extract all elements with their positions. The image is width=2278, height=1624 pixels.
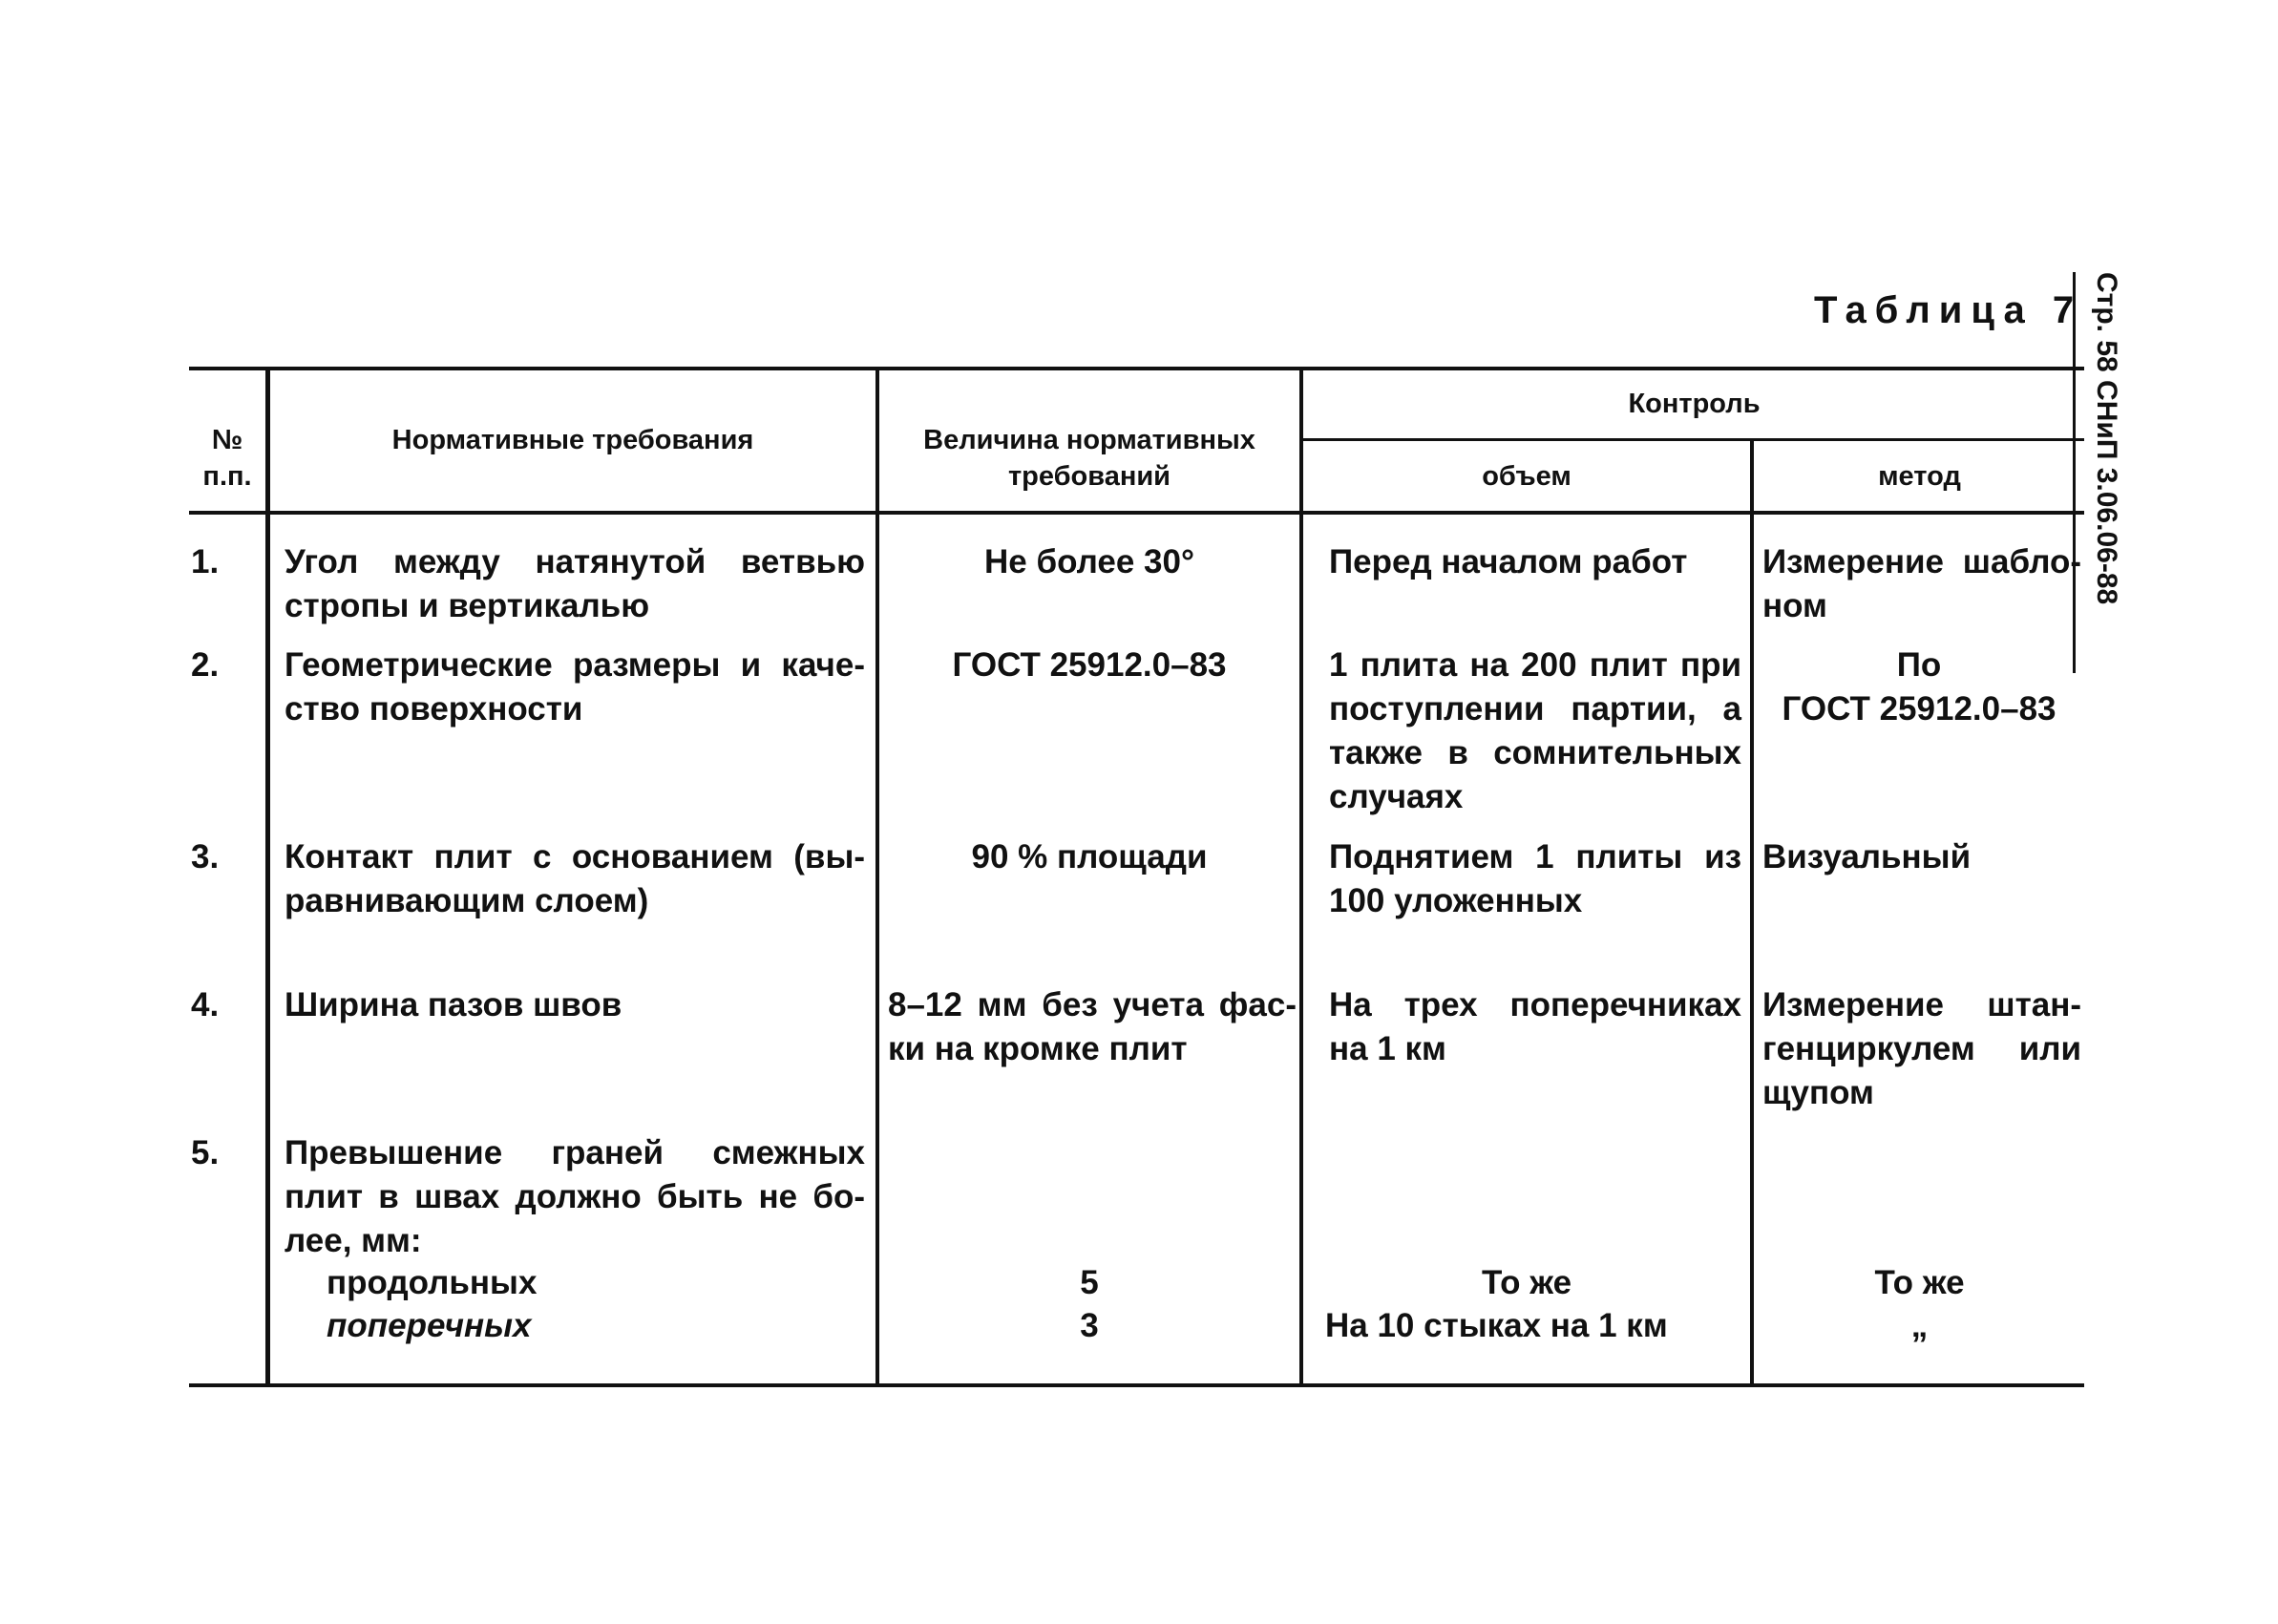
row-4-volume-line-1: На трех поперечниках xyxy=(1329,986,1741,1023)
row-5-sub-2-volume: На 10 стыках на 1 км xyxy=(1325,1307,1668,1344)
row-1-method-line-1: Измерение шабло- xyxy=(1762,543,2081,580)
row-5-sub-1-method: То же xyxy=(1874,1264,1965,1301)
row-5-sub-1-volume: То же xyxy=(1481,1264,1572,1301)
row-4-method xyxy=(1762,983,2081,1115)
row-2-requirement xyxy=(285,643,865,731)
side-page-note: Стр. 58 СНиП 3.06.06-88 xyxy=(2073,272,2129,673)
row-5-req-line-2: плит в швах должно быть не бо- xyxy=(285,1178,865,1215)
row-4-value-line-1: 8–12 мм без учета фас- xyxy=(888,986,1297,1023)
row-4-value xyxy=(888,983,1297,1071)
row-4-num: 4. xyxy=(191,986,220,1023)
row-2-volume-line-4: случаях xyxy=(1329,778,1464,815)
row-2-method-line-2: ГОСТ 25912.0–83 xyxy=(1782,690,2057,728)
table-title: Таблица 7 xyxy=(1814,289,2083,331)
row-2-req-line-2: ство поверхности xyxy=(285,690,583,728)
row-3-volume xyxy=(1329,835,1741,923)
row-1-volume: Перед началом работ xyxy=(1329,543,1688,580)
row-4-requirement: Ширина пазов швов xyxy=(285,986,622,1023)
header-value-line-2: требований xyxy=(1007,461,1171,492)
row-4-method-line-1: Измерение штан- xyxy=(1762,986,2081,1023)
row-4-volume-line-2: на 1 км xyxy=(1329,1030,1446,1067)
row-3-requirement xyxy=(285,835,865,923)
row-2-req-line-1: Геометрические размеры и каче- xyxy=(285,646,865,684)
row-4-value-line-2: ки на кромке плит xyxy=(888,1030,1188,1067)
row-3-req-line-1: Контакт плит с основанием (вы- xyxy=(285,838,865,875)
row-5-req-line-1: Превышение граней смежных xyxy=(285,1134,865,1171)
row-3-req-line-2: равнивающим слоем) xyxy=(285,882,649,919)
row-4-method-line-2: генциркулем или xyxy=(1762,1030,2081,1067)
header-volume: объем xyxy=(1482,461,1571,492)
row-1-method-line-2: ном xyxy=(1762,587,1827,624)
row-1-requirement xyxy=(285,540,865,628)
row-5-requirement xyxy=(285,1131,865,1263)
header-num-line-2: п.п. xyxy=(202,461,252,492)
header-control: Контроль xyxy=(1628,389,1761,419)
row-1-num: 1. xyxy=(191,543,220,580)
header-bottom-rule xyxy=(189,511,2084,515)
row-2-num: 2. xyxy=(191,646,220,684)
header-method: метод xyxy=(1878,461,1961,492)
row-2-volume-line-1: 1 плита на 200 плит при xyxy=(1329,646,1741,684)
row-5-num: 5. xyxy=(191,1134,220,1171)
row-1-req-line-1: Угол между натянутой ветвью xyxy=(285,543,865,580)
row-2-volume-line-2: поступлении партии, а xyxy=(1329,690,1741,728)
row-2-value: ГОСТ 25912.0–83 xyxy=(952,646,1227,684)
row-1-method xyxy=(1762,540,2081,628)
row-3-volume-line-2: 100 уложенных xyxy=(1329,882,1583,919)
control-subheader-rule xyxy=(1302,438,2084,441)
row-2-volume-line-3: также в сомнительных xyxy=(1329,734,1741,771)
table-bottom-rule xyxy=(189,1383,2084,1387)
row-2-method xyxy=(1757,643,2081,731)
row-5-sub-1-label: продольных xyxy=(327,1264,538,1301)
row-5-sub-2-label: поперечных xyxy=(327,1307,532,1344)
header-value xyxy=(880,422,1298,495)
col-divider-3 xyxy=(1299,370,1303,1385)
row-3-value: 90 % площади xyxy=(971,838,1208,875)
row-5-req-line-3: лее, мм: xyxy=(285,1222,422,1259)
row-5-sub-2-method: „ xyxy=(1910,1307,1929,1344)
row-4-method-line-3: щупом xyxy=(1762,1074,1874,1111)
col-divider-1 xyxy=(265,370,270,1385)
row-1-req-line-2: стропы и вертикалью xyxy=(285,587,650,624)
row-2-method-line-1: По xyxy=(1896,646,1942,684)
row-3-method: Визуальный xyxy=(1762,838,1972,875)
header-num xyxy=(191,422,264,495)
row-3-num: 3. xyxy=(191,838,220,875)
row-4-volume xyxy=(1329,983,1741,1071)
col-divider-4 xyxy=(1750,439,1754,1385)
row-2-volume xyxy=(1329,643,1741,819)
col-divider-2 xyxy=(875,370,879,1385)
header-requirements: Нормативные требования xyxy=(391,425,754,455)
header-num-line-1: № xyxy=(211,425,243,455)
table-top-rule xyxy=(189,367,2084,370)
row-1-value: Не более 30° xyxy=(984,543,1194,580)
row-3-volume-line-1: Поднятием 1 плиты из xyxy=(1329,838,1741,875)
row-5-sub-1-value: 5 xyxy=(1080,1264,1099,1301)
header-value-line-1: Величина нормативных xyxy=(923,425,1255,455)
row-5-sub-2-value: 3 xyxy=(1080,1307,1099,1344)
